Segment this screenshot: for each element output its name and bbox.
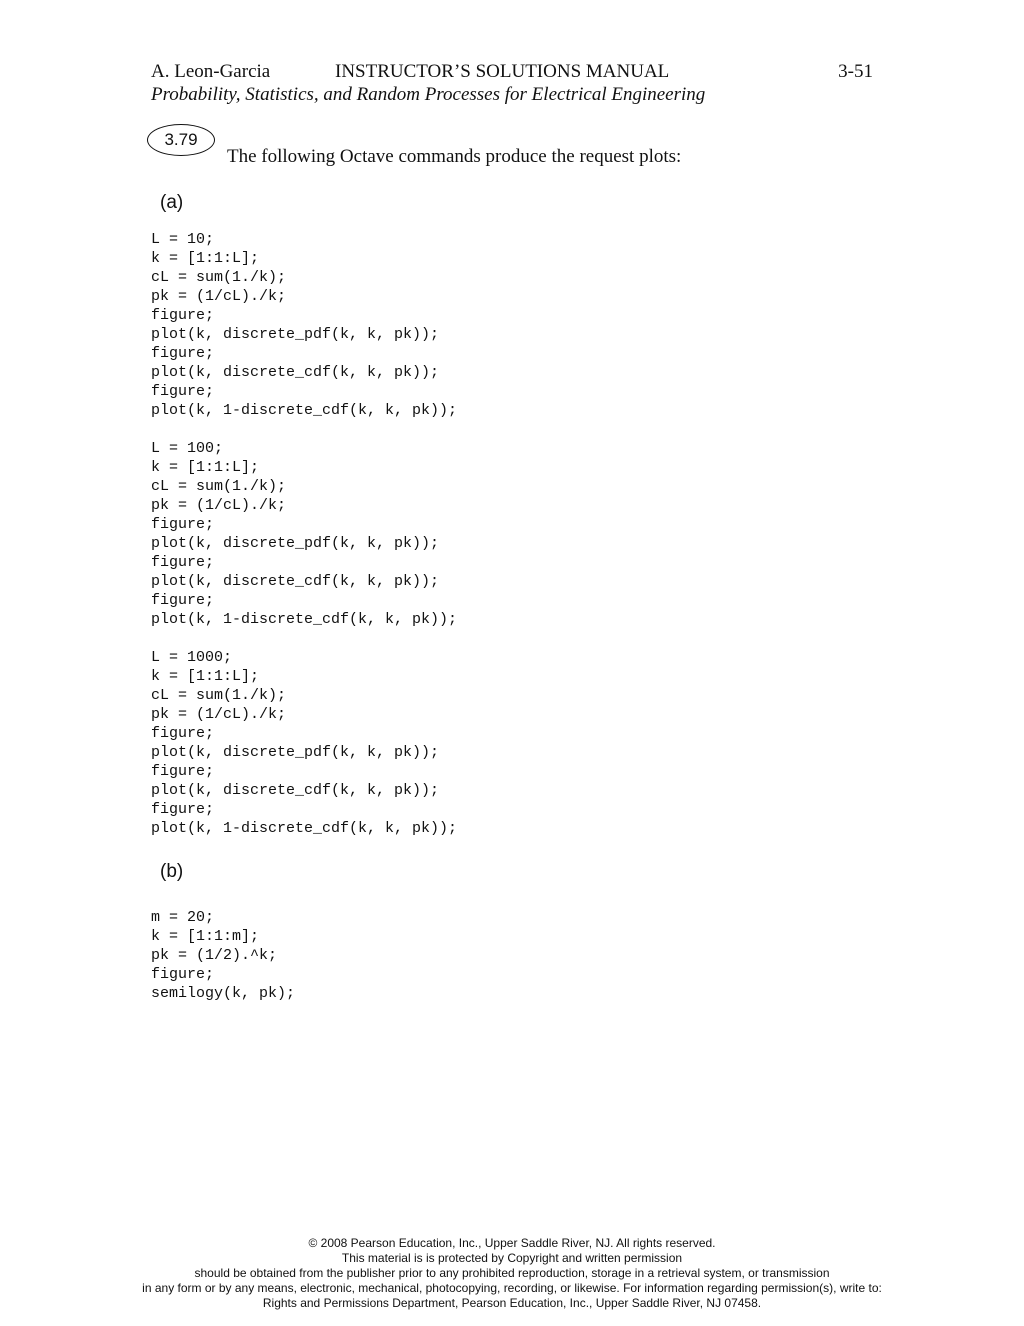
code-group-spacer xyxy=(151,420,457,439)
code-line: figure; xyxy=(151,307,215,324)
footer-line: © 2008 Pearson Education, Inc., Upper Saddle River, NJ. All rights reserved. xyxy=(308,1236,716,1250)
code-line: pk = (1/cL)./k; xyxy=(151,497,287,514)
problem-number-badge: 3.79 xyxy=(147,124,215,156)
code-line: cL = sum(1./k); xyxy=(151,478,287,495)
code-line: plot(k, discrete_pdf(k, k, pk)); xyxy=(151,535,440,552)
code-line: figure; xyxy=(151,345,215,362)
header-manual-title: INSTRUCTOR’S SOLUTIONS MANUAL xyxy=(335,61,670,82)
code-group-spacer xyxy=(151,629,457,648)
code-line: figure; xyxy=(151,763,215,780)
part-b-code xyxy=(151,908,295,1003)
code-line: plot(k, discrete_cdf(k, k, pk)); xyxy=(151,782,440,799)
code-line: pk = (1/2).^k; xyxy=(151,947,278,964)
code-line: plot(k, discrete_cdf(k, k, pk)); xyxy=(151,364,440,381)
code-line: figure; xyxy=(151,725,215,742)
code-line: plot(k, discrete_pdf(k, k, pk)); xyxy=(151,326,440,343)
code-line: figure; xyxy=(151,554,215,571)
header-author: A. Leon-Garcia xyxy=(151,61,271,82)
code-line: L = 1000; xyxy=(151,649,233,666)
code-line: plot(k, discrete_cdf(k, k, pk)); xyxy=(151,573,440,590)
code-line: semilogy(k, pk); xyxy=(151,985,296,1002)
footer-line: in any form or by any means, electronic, mechanical, photocopying, recording, or likewise. For information regarding permission(s), write to: xyxy=(142,1281,882,1295)
code-line: pk = (1/cL)./k; xyxy=(151,288,287,305)
code-line: plot(k, discrete_pdf(k, k, pk)); xyxy=(151,744,440,761)
part-a-code xyxy=(151,230,457,838)
code-line: pk = (1/cL)./k; xyxy=(151,706,287,723)
problem-intro: The following Octave commands produce the request plots: xyxy=(227,146,682,167)
code-line: plot(k, 1-discrete_cdf(k, k, pk)); xyxy=(151,402,458,419)
code-line: figure; xyxy=(151,592,215,609)
copyright-footer xyxy=(0,1236,1024,1311)
code-line: figure; xyxy=(151,383,215,400)
code-line: figure; xyxy=(151,966,215,983)
code-line: plot(k, 1-discrete_cdf(k, k, pk)); xyxy=(151,820,458,837)
code-line: k = [1:1:L]; xyxy=(151,250,260,267)
code-line: L = 10; xyxy=(151,231,215,248)
code-line: cL = sum(1./k); xyxy=(151,269,287,286)
footer-line: This material is is protected by Copyright and written permission xyxy=(341,1251,683,1265)
page-number: 3-51 xyxy=(838,61,873,82)
code-line: k = [1:1:m]; xyxy=(151,928,260,945)
code-line: figure; xyxy=(151,516,215,533)
code-line: k = [1:1:L]; xyxy=(151,668,260,685)
book-title: Probability, Statistics, and Random Processes for Electrical Engineering xyxy=(151,84,706,105)
code-line: L = 100; xyxy=(151,440,224,457)
footer-line: Rights and Permissions Department, Pearson Education, Inc., Upper Saddle River, NJ 07458. xyxy=(262,1296,762,1310)
code-line: cL = sum(1./k); xyxy=(151,687,287,704)
part-a-label: (a) xyxy=(160,192,184,213)
footer-line: should be obtained from the publisher prior to any prohibited reproduction, storage in a retrieval system, or transmission xyxy=(194,1266,830,1280)
code-line: figure; xyxy=(151,801,215,818)
page-header xyxy=(151,61,873,83)
part-b-label: (b) xyxy=(160,861,184,882)
code-line: plot(k, 1-discrete_cdf(k, k, pk)); xyxy=(151,611,458,628)
code-line: k = [1:1:L]; xyxy=(151,459,260,476)
code-line: m = 20; xyxy=(151,909,215,926)
